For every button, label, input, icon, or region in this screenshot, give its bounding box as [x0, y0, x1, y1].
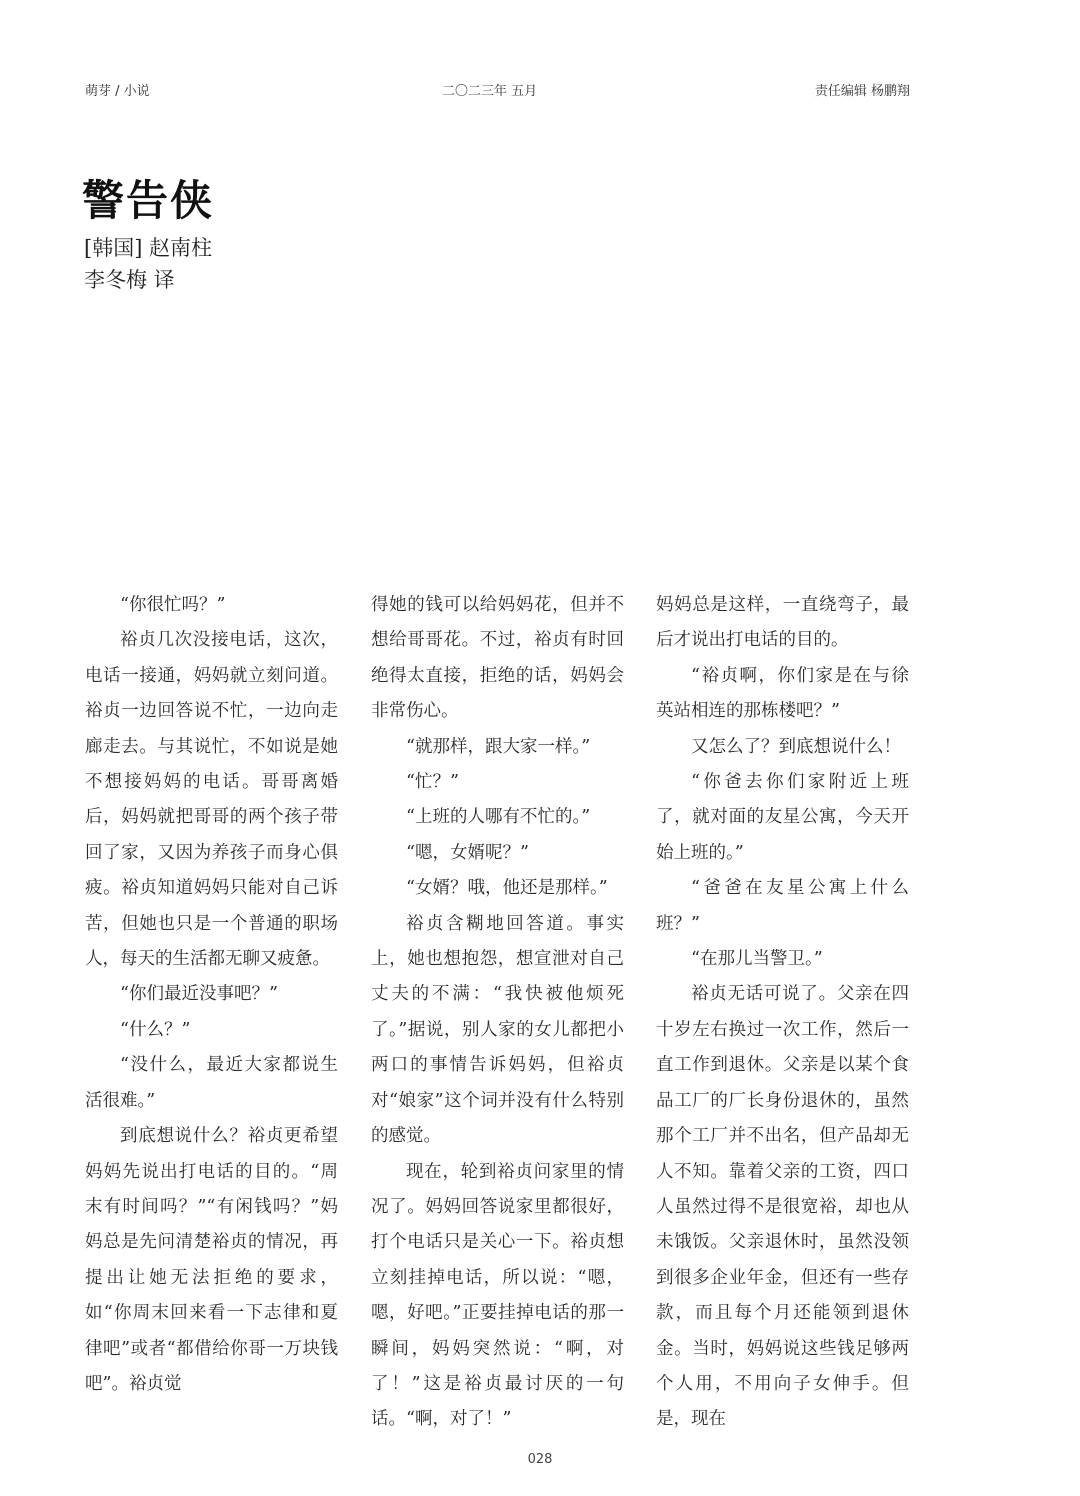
issue-date: 二〇二三年 五月 — [442, 84, 538, 99]
body-paragraph: “你们最近没事吧？” — [120, 984, 278, 1005]
body-paragraph: 现在，轮到裕贞问家里的情况了。妈妈回答说家里都很好，打个电话只是关心一下。裕贞想立刻挂掉电话，所以说：“嗯，嗯，好吧。”正要挂掉电话的那一瞬间，妈妈突然说：“啊，对了！”这是裕贞最讨厌的一句话。“啊，对了！” — [371, 1161, 624, 1430]
text-column-1 — [85, 588, 338, 1394]
article-author: [韩国] 赵南柱 — [84, 236, 213, 260]
body-paragraph: 裕贞无话可说了。父亲在四十岁左右换过一次工作，然后一直工作到退休。父亲是以某个食品工厂的厂长身份退休的，虽然那个工厂并不出名，但产品却无人不知。靠着父亲的工资，四口人虽然过得不是很宽裕，却也从未饿饭。父亲退休时，虽然没领到很多企业年金，但还有一些存款，而且每个月还能领到退休金。当时，妈妈说这些钱足够两个人用，不用向子女伸手。但是，现在 — [656, 984, 909, 1430]
body-paragraph: “就那样，跟大家一样。” — [406, 736, 591, 757]
editor-credit: 责任编辑 杨鹏翔 — [814, 84, 910, 99]
body-paragraph: “在那儿当警卫。” — [691, 949, 823, 970]
body-paragraph: “什么？” — [120, 1019, 191, 1040]
body-paragraph: 裕贞含糊地回答道。事实上，她也想抱怨，想宣泄对自己丈夫的不满：“我快被他烦死了。”据说，别人家的女儿都把小两口的事情告诉妈妈，但裕贞对“娘家”这个词并没有什么特别的感觉。 — [371, 913, 624, 1147]
body-paragraph: “忙？” — [406, 772, 459, 793]
body-paragraph: “你很忙吗？” — [120, 595, 226, 615]
page-number: 028 — [527, 1452, 553, 1467]
body-paragraph: 得她的钱可以给妈妈花，但并不想给哥哥花。不过，裕贞有时回绝得太直接，拒绝的话，妈妈会非常伤心。 — [371, 595, 624, 722]
body-paragraph: “上班的人哪有不忙的。” — [406, 807, 591, 828]
text-column-3 — [656, 588, 909, 1430]
article-title: 警告侠 — [82, 176, 215, 225]
body-paragraph: 裕贞几次没接电话，这次，电话一接通，妈妈就立刻问道。裕贞一边回答说不忙，一边向走廊走去。与其说忙，不如说是她不想接妈妈的电话。哥哥离婚后，妈妈就把哥哥的两个孩子带回了家，又因为养孩子而身心俱疲。裕贞知道妈妈只能对自己诉苦，但她也只是一个普通的职场人，每天的生活都无聊又疲惫。 — [85, 630, 338, 970]
body-paragraph: 到底想说什么？裕贞更希望妈妈先说出打电话的目的。“周末有时间吗？”“有闲钱吗？”妈妈总是先问清楚裕贞的情况，再提出让她无法拒绝的要求，如“你周末回来看一下志律和夏律吧”或者“都借给你哥一万块钱吧”。裕贞觉 — [85, 1126, 338, 1394]
text-column-2 — [371, 588, 624, 1430]
body-paragraph: “女婿？哦，他还是那样。” — [406, 878, 608, 899]
body-paragraph: “爸爸在友星公寓上什么班？” — [656, 878, 909, 934]
body-paragraph: “裕贞啊，你们家是在与徐英站相连的那栋楼吧？” — [656, 665, 909, 722]
body-paragraph: 又怎么了？到底想说什么！ — [691, 736, 901, 757]
body-paragraph: “没什么，最近大家都说生活很难。” — [85, 1055, 338, 1111]
running-header — [85, 80, 910, 102]
body-paragraph: “你爸去你们家附近上班了，就对面的友星公寓，今天开始上班的。” — [656, 772, 909, 863]
article-translator: 李冬梅 译 — [84, 268, 175, 292]
section-label: 萌芽 / 小说 — [85, 84, 150, 99]
body-paragraph: “嗯，女婿呢？” — [406, 842, 529, 863]
body-paragraph: 妈妈总是这样，一直绕弯子，最后才说出打电话的目的。 — [656, 595, 909, 651]
